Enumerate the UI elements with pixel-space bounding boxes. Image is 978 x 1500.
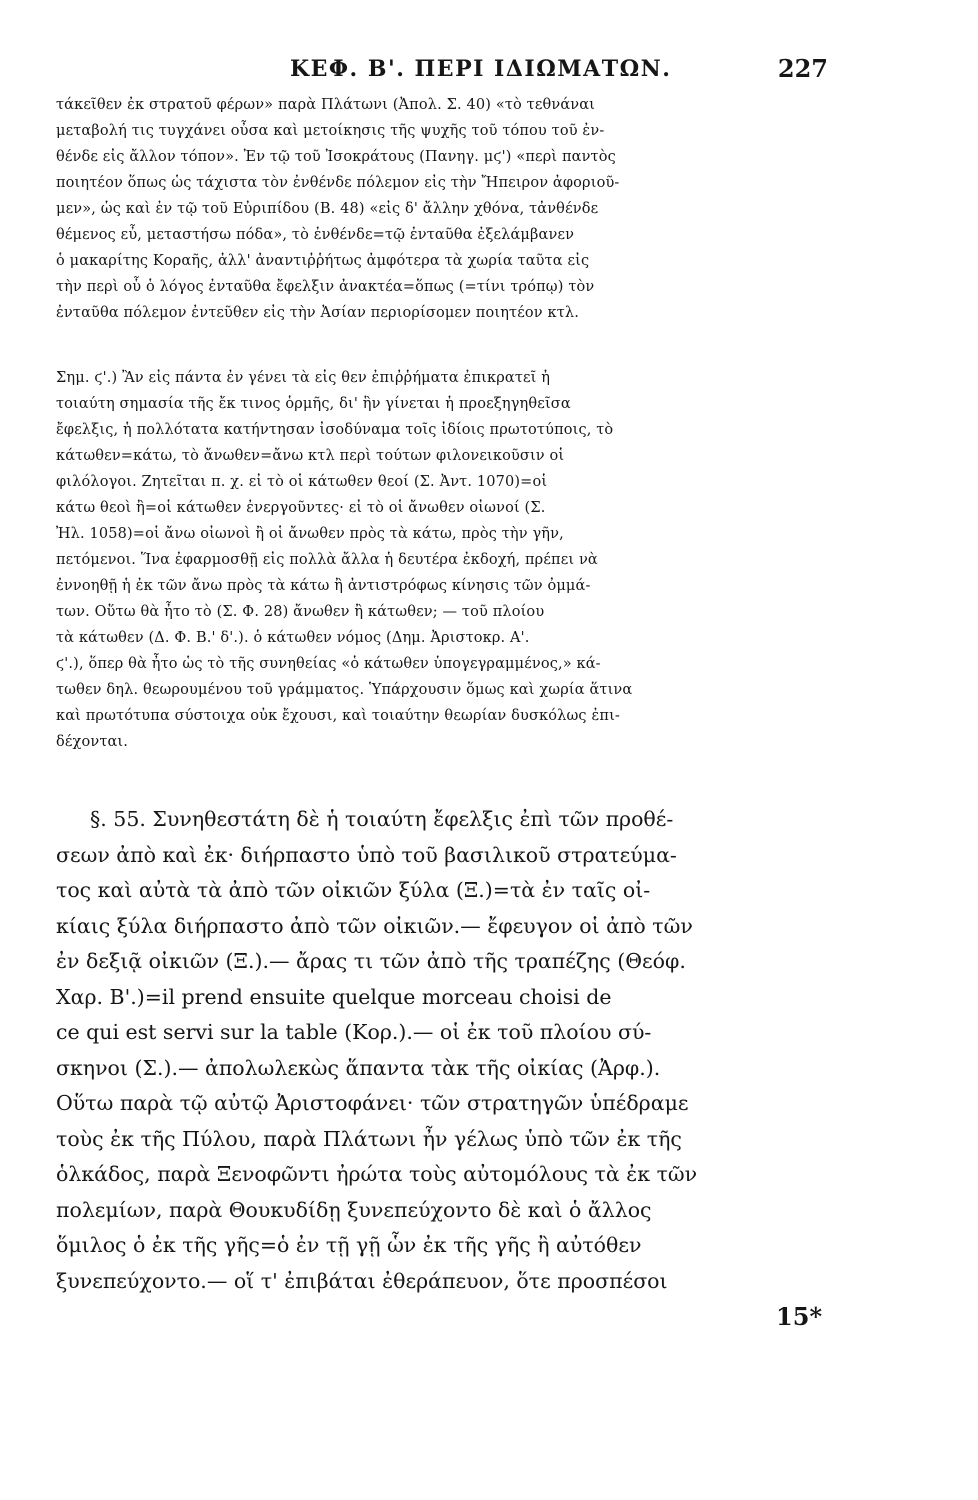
text-line: ποιητέον ὅπως ὡς τάχιστα τὸν ἐνθένδε πόλεμον εἰς τὴν Ἤπειρον ἀφοριοῦ- (56, 175, 620, 191)
text-line: ὅμιλος ὁ ἐκ τῆς γῆς=ὁ ἐν τῇ γῇ ὧν ἐκ τῆς γῆς ἢ αὐτόθεν (56, 1233, 642, 1257)
text-line: των. Οὕτω θὰ ἦτο τὸ (Σ. Φ. 28) ἄνωθεν ἢ κάτωθεν; — τοῦ πλοίου (56, 604, 545, 620)
text-line: Σημ. ϛ'.) Ἂν εἰς πάντα ἐν γένει τὰ εἰς θεν ἐπιῤῥήματα ἐπικρατεῖ ἡ (56, 370, 551, 386)
signature-mark: 15* (776, 1302, 822, 1331)
text-line: σεων ἀπὸ καὶ ἐκ· διήρπαστο ὑπὸ τοῦ βασιλικοῦ στρατεύμα- (56, 842, 677, 867)
text-line: δέχονται. (56, 734, 129, 750)
text-line: ϛ'.), ὅπερ θὰ ἦτο ὡς τὸ τῆς συνηθείας «ὁ κάτωθεν ὑπογεγραμμένος,» κά- (56, 656, 601, 672)
text-line: τὰ κάτωθεν (Δ. Φ. Β.' δ'.). ὁ κάτωθεν νόμος (Δημ. Ἀριστοκρ. Α'. (56, 630, 530, 646)
text-line: μεν», ὡς καὶ ἐν τῷ τοῦ Εὐριπίδου (Β. 48) «εἰς δ' ἄλλην χθόνα, τἀνθένδε (56, 201, 599, 217)
chapter-title: ΚΕΦ. Β'. ΠΕΡΙ ΙΔΙΩΜΑΤΩΝ. (290, 56, 672, 82)
text-line: §. 55. Συνηθεστάτη δὲ ἡ τοιαύτη ἔφελξις ἐπὶ τῶν προθέ- (90, 807, 674, 831)
text-line: ὁλκάδος, παρὰ Ξενοφῶντι ἠρώτα τοὺς αὐτομόλους τὰ ἐκ τῶν (56, 1162, 698, 1186)
text-line: κάτω θεοὶ ἢ=οἱ κάτωθεν ἐνεργοῦντες· εἰ τὸ οἱ ἄνωθεν οἰωνοί (Σ. (56, 500, 546, 516)
text-line: μεταβολή τις τυγχάνει οὖσα καὶ μετοίκησις τῆς ψυχῆς τοῦ τόπου τοῦ ἐν- (56, 123, 605, 139)
text-line: ὁ μακαρίτης Κοραῆς, ἀλλ' ἀναντιῤῥήτως ἀμφότερα τὰ χωρία ταῦτα εἰς (56, 253, 590, 269)
text-line: ἔφελξις, ἡ πολλότατα κατήντησαν ἰσοδύναμα τοῖς ἰδίοις πρωτοτύποις, τὸ (56, 422, 614, 438)
text-line: πετόμενοι. Ἵνα ἐφαρμοσθῇ εἰς πολλὰ ἄλλα ἡ δευτέρα ἐκδοχή, πρέπει νὰ (56, 552, 598, 568)
text-line: σκηνοι (Σ.).— ἀπολωλεκὼς ἅπαντα τὰκ τῆς οἰκίας (Ἀρφ.). (56, 1055, 661, 1080)
section-55 (56, 802, 828, 1299)
page-number: 227 (777, 54, 828, 83)
text-line: Χαρ. Β'.)=il prend ensuite quelque morceau choisi de (56, 984, 612, 1009)
text-line: ἐνταῦθα πόλεμον ἐντεῦθεν εἰς τὴν Ἀσίαν περιορίσομεν ποιητέον κτλ. (56, 305, 579, 321)
text-line: κίαις ξύλα διήρπαστο ἀπὸ τῶν οἰκιῶν.— ἔφευγον οἱ ἀπὸ τῶν (56, 913, 693, 938)
text-line: Οὕτω παρὰ τῷ αὐτῷ Ἀριστοφάνει· τῶν στρατηγῶν ὑπέδραμε (56, 1091, 689, 1115)
text-line: τάκεῖθεν ἐκ στρατοῦ φέρων» παρὰ Πλάτωνι (Ἀπολ. Σ. 40) «τὸ τεθνάναι (56, 97, 596, 113)
text-line: φιλόλογοι. Ζητεῖται π. χ. εἰ τὸ οἱ κάτωθεν θεοί (Σ. Ἀντ. 1070)=οἱ (56, 474, 548, 490)
text-line: ξυνεπεύχοντο.— οἵ τ' ἐπιβάται ἐθεράπευον, ὅτε προσπέσοι (56, 1268, 668, 1293)
text-line: τος καὶ αὐτὰ τὰ ἀπὸ τῶν οἰκιῶν ξύλα (Ξ.)=τὰ ἐν ταῖς οἰ- (56, 878, 651, 902)
text-line: ἐννοηθῇ ἡ ἐκ τῶν ἄνω πρὸς τὰ κάτω ἢ ἀντιστρόφως κίνησις τῶν ὀμμά- (56, 578, 591, 594)
text-line: θένδε εἰς ἄλλον τόπον». Ἐν τῷ τοῦ Ἰσοκράτους (Πανηγ. μϛ') «περὶ παντὸς (56, 149, 616, 165)
text-line: Ἠλ. 1058)=οἱ ἄνω οἰωνοὶ ἢ οἱ ἄνωθεν πρὸς τὰ κάτω, πρὸς τὴν γῆν, (56, 526, 564, 542)
text-line: τοιαύτη σημασία τῆς ἔκ τινος ὁρμῆς, δι' ἣν γίνεται ἡ προεξηγηθεῖσα (56, 396, 571, 412)
text-line: ce qui est servi sur la table (Κορ.).— οἱ ἐκ τοῦ πλοίου σύ- (56, 1020, 652, 1044)
text-line: τοὺς ἐκ τῆς Πύλου, παρὰ Πλάτωνι ἦν γέλως ὑπὸ τῶν ἐκ τῆς (56, 1126, 682, 1151)
footnote-continuation (56, 92, 828, 326)
text-line: πολεμίων, παρὰ Θουκυδίδῃ ξυνεπεύχοντο δὲ καὶ ὁ ἄλλος (56, 1197, 652, 1222)
text-line: τωθεν δηλ. θεωρουμένου τοῦ γράμματος. Ὑπάρχουσιν ὅμως καὶ χωρία ἅτινα (56, 682, 633, 698)
running-head (0, 52, 978, 92)
text-line: τὴν περὶ οὗ ὁ λόγος ἐνταῦθα ἔφελξιν ἀνακτέα=ὅπως (=τίνι τρόπῳ) τὸν (56, 279, 595, 295)
text-line: θέμενος εὖ, μεταστήσω πόδα», τὸ ἐνθένδε=τῷ ἐνταῦθα ἐξελάμβανεν (56, 227, 575, 243)
text-line: κάτωθεν=κάτω, τὸ ἄνωθεν=ἄνω κτλ περὶ τούτων φιλονεικοῦσιν οἱ (56, 448, 565, 464)
note-6 (56, 365, 828, 755)
text-line: καὶ πρωτότυπα σύστοιχα οὐκ ἔχουσι, καὶ τοιαύτην θεωρίαν δυσκόλως ἐπι- (56, 708, 620, 724)
text-line: ἐν δεξιᾷ οἰκιῶν (Ξ.).— ἄρας τι τῶν ἀπὸ τῆς τραπέζης (Θεόφ. (56, 949, 686, 973)
